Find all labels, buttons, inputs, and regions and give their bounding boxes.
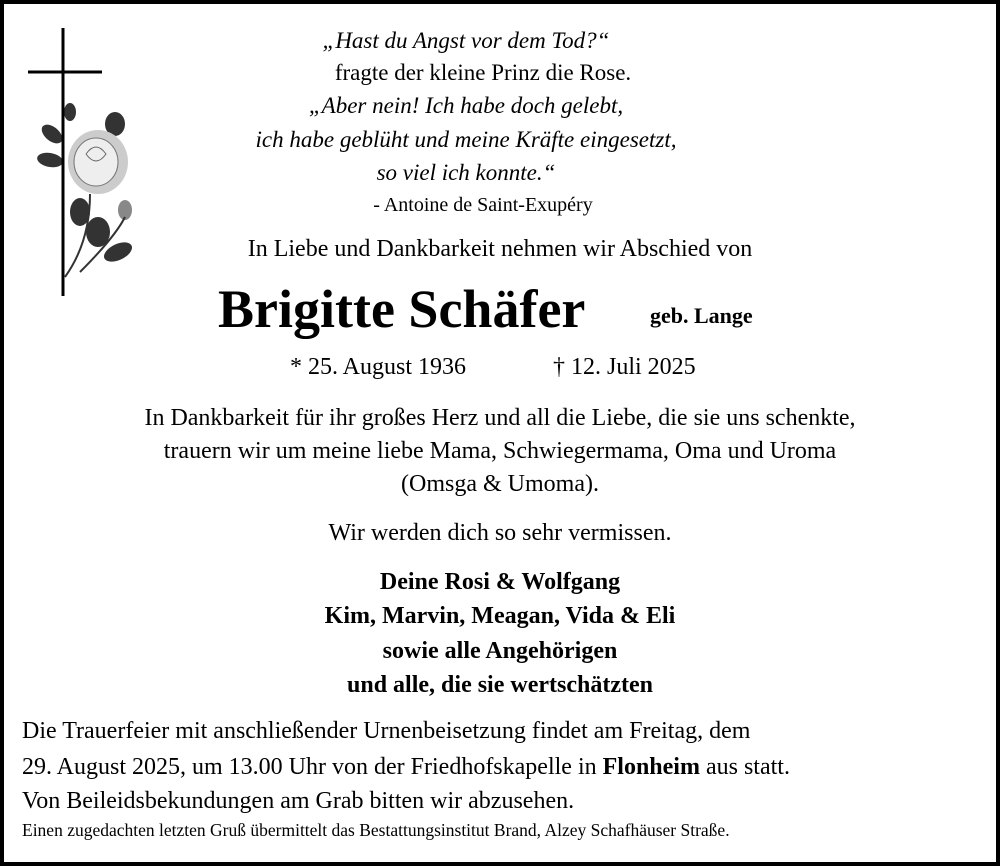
miss-text: Wir werden dich so sehr vermissen. bbox=[328, 520, 672, 546]
tribute-line: (Omsga & Umoma). bbox=[401, 471, 599, 497]
quote-line: „Aber nein! Ich habe doch gelebt, bbox=[308, 93, 624, 118]
mourner-line: sowie alle Angehörigen bbox=[382, 638, 618, 664]
birth-date: * 25. August 1936 bbox=[290, 354, 467, 380]
ceremony-line bbox=[22, 755, 790, 779]
mourner-line: Kim, Marvin, Meagan, Vida & Eli bbox=[324, 603, 676, 629]
mourner-line: Deine Rosi & Wolfgang bbox=[379, 569, 621, 595]
mourner-line: und alle, die sie wertschätzten bbox=[347, 672, 653, 698]
quote-author: - Antoine de Saint-Exupéry bbox=[373, 194, 593, 216]
birth-name: geb. Lange bbox=[650, 303, 753, 328]
tribute-line: In Dankbarkeit für ihr großes Herz und all die Liebe, die sie uns schenkte, bbox=[144, 405, 856, 431]
quote-line: „Hast du Angst vor dem Tod?“ bbox=[322, 28, 610, 53]
ceremony-text: aus statt. bbox=[699, 754, 790, 780]
quote-line: fragte der kleine Prinz die Rose. bbox=[334, 60, 632, 85]
ceremony-text: 29. August 2025, um 13.00 Uhr von der Friedhofskapelle in bbox=[22, 754, 603, 780]
funeral-home-note: Einen zugedachten letzten Gruß übermittelt das Bestattungsinstitut Brand, Alzey Schafhäuser Straße. bbox=[22, 820, 730, 840]
ceremony-place: Flonheim bbox=[602, 754, 700, 780]
ceremony-line: Die Trauerfeier mit anschließender Urnenbeisetzung findet am Freitag, dem bbox=[22, 718, 751, 744]
ceremony-line: Von Beileidsbekundungen am Grab bitten wir abzusehen. bbox=[22, 788, 575, 814]
quote-line: ich habe geblüht und meine Kräfte eingesetzt, bbox=[255, 127, 677, 152]
death-date: † 12. Juli 2025 bbox=[553, 354, 696, 380]
intro-text: In Liebe und Dankbarkeit nehmen wir Abschied von bbox=[247, 236, 753, 262]
tribute-line: trauern wir um meine liebe Mama, Schwiegermama, Oma und Uroma bbox=[163, 438, 837, 464]
deceased-name: Brigitte Schäfer bbox=[218, 279, 586, 339]
quote-line: so viel ich konnte.“ bbox=[376, 160, 556, 185]
